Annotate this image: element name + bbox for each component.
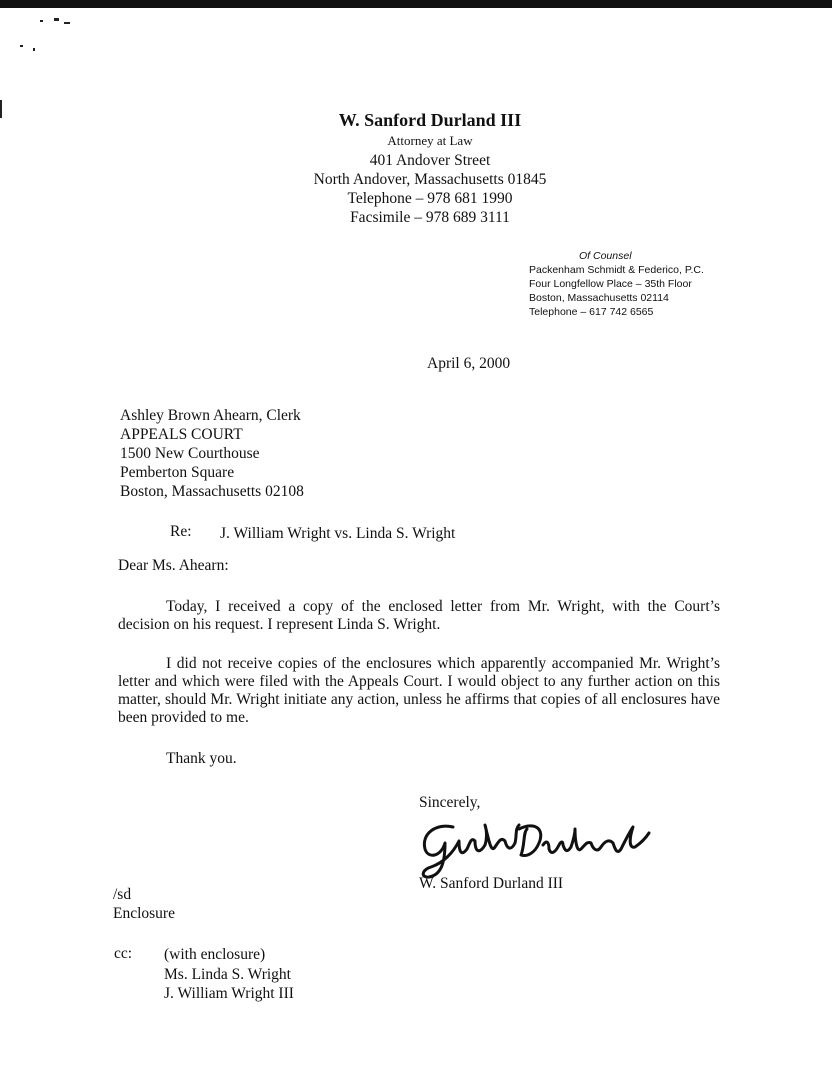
of-counsel-firm: Packenham Schmidt & Federico, P.C.: [529, 264, 704, 276]
recipient-name: Ashley Brown Ahearn, Clerk: [120, 407, 301, 424]
scan-speck: [20, 45, 23, 47]
letterhead-street: 401 Andover Street: [369, 152, 491, 169]
letterhead-city: North Andover, Massachusetts 01845: [313, 171, 547, 188]
cc-recipient: Ms. Linda S. Wright: [164, 965, 291, 983]
letter-date: April 6, 2000: [427, 355, 511, 372]
recipient-building: 1500 New Courthouse: [120, 445, 260, 462]
thanks-line: Thank you.: [166, 750, 237, 767]
signer-name: W. Sanford Durland III: [419, 875, 564, 892]
typist-initials: /sd: [113, 886, 132, 903]
scan-edge: [0, 0, 832, 8]
recipient-address: [120, 406, 304, 501]
letterhead-facsimile: Facsimile – 978 689 3111: [350, 209, 510, 226]
recipient-court: APPEALS COURT: [120, 426, 243, 443]
of-counsel-address: Four Longfellow Place – 35th Floor: [529, 278, 692, 290]
body-paragraph-2: I did not receive copies of the enclosures which apparently accompanied Mr. Wright’s letter and which were filed with the Appeals Court. I would object to any further action on this matter, should Mr. Wright initiate any action, unless he affirms that copies of all enclosures have been provided to me.: [118, 655, 720, 726]
closing: Sincerely,: [419, 794, 481, 811]
salutation: Dear Ms. Ahearn:: [118, 557, 229, 574]
body-paragraph-1: Today, I received a copy of the enclosed letter from Mr. Wright, with the Court’s decision on his request. I represent Linda S. Wright.: [118, 598, 720, 633]
cc-list: [164, 945, 294, 1004]
scan-speck: [54, 18, 59, 21]
scan-speck: [33, 48, 35, 51]
of-counsel-title: Of Counsel: [579, 250, 632, 262]
cc-note: (with enclosure): [164, 946, 266, 963]
of-counsel-telephone: Telephone – 617 742 6565: [529, 306, 654, 318]
letterhead-name: W. Sanford Durland III: [338, 110, 522, 130]
cc-recipient: J. William Wright III: [164, 985, 294, 1002]
cc-label: cc:: [114, 945, 133, 962]
of-counsel-city: Boston, Massachusetts 02114: [529, 292, 669, 304]
scan-speck: [0, 100, 2, 118]
scan-speck: [64, 22, 70, 24]
recipient-square: Pemberton Square: [120, 464, 235, 481]
recipient-city: Boston, Massachusetts 02108: [120, 483, 304, 500]
letterhead-title: Attorney at Law: [387, 133, 473, 148]
of-counsel-block: [529, 249, 704, 319]
re-label: Re:: [170, 523, 192, 540]
letterhead-telephone: Telephone – 978 681 1990: [347, 190, 513, 207]
enclosure-note: Enclosure: [113, 905, 175, 922]
re-subject: J. William Wright vs. Linda S. Wright: [220, 525, 456, 542]
letterhead: [270, 110, 590, 227]
scan-speck: [40, 20, 43, 22]
